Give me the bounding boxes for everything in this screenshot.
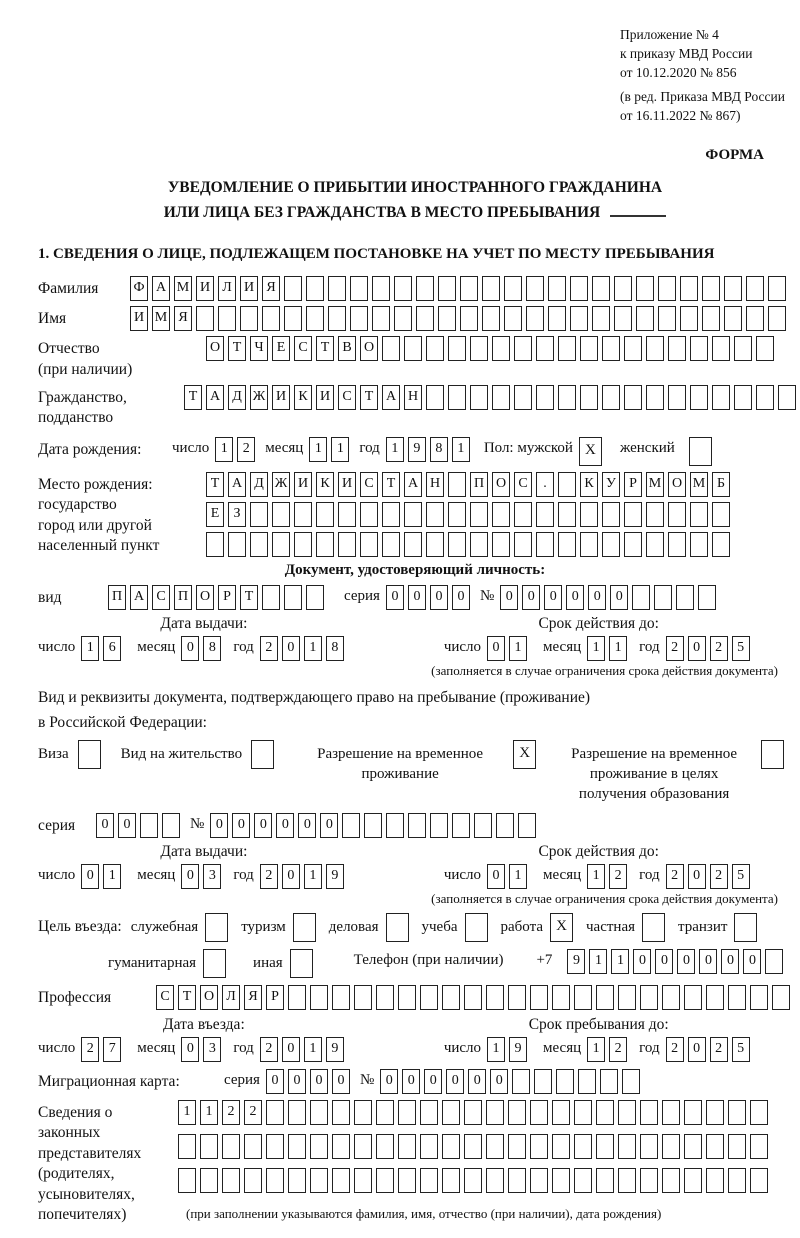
year-label: год xyxy=(359,439,380,456)
surname-row xyxy=(38,276,792,301)
purpose-option: частная xyxy=(586,913,669,942)
option-residence-permit xyxy=(121,740,278,769)
doc-type-cells: П А С П О Р Т xyxy=(108,585,328,610)
purpose-checkbox xyxy=(386,913,413,942)
firstname-row xyxy=(38,306,792,331)
identity-doc-dates xyxy=(38,615,792,661)
residence-doc-series-row xyxy=(38,813,792,838)
month-label: месяц xyxy=(265,439,304,456)
sex-male-checkbox: X xyxy=(579,437,606,466)
form-title xyxy=(38,176,792,226)
day-label: число xyxy=(38,866,76,883)
purpose-option: туризм xyxy=(241,913,320,942)
annex-reference xyxy=(620,26,800,125)
annex-line: к приказу МВД России xyxy=(620,45,753,61)
firstname-cells: И М Я xyxy=(130,306,790,331)
migration-number-cells: 0 0 0 0 0 0 xyxy=(380,1069,644,1094)
year-label: год xyxy=(639,1039,660,1056)
surname-cells: Ф А М И Л И Я xyxy=(130,276,790,301)
legal-reps-note: (при заполнении указываются фамилия, имя, отчество (при наличии), дата рождения) xyxy=(186,1205,662,1221)
day-label: число xyxy=(38,1039,76,1056)
valid-day-cells: 0 1 xyxy=(487,636,531,661)
year-label: год xyxy=(639,638,660,655)
series-label: серия xyxy=(224,1071,260,1088)
entry-year-cells: 2 0 1 9 xyxy=(260,1037,348,1062)
day-label: число xyxy=(172,439,210,456)
residence-permit-checkbox xyxy=(251,740,278,769)
phone-cells: 9 1 1 0 0 0 0 0 0 xyxy=(567,949,787,974)
birth-place-row2: Е З xyxy=(206,502,734,527)
doc-number-cells: 0 0 0 0 0 0 xyxy=(500,585,720,610)
migration-series-cells: 0 0 0 0 xyxy=(266,1069,354,1094)
day-label: число xyxy=(443,866,482,883)
patronymic-cells: О Т Ч Е С Т В О xyxy=(206,336,778,361)
series-label: серия xyxy=(38,816,76,834)
patronymic-label: Отчество (при наличии) xyxy=(38,340,133,378)
valid-year-cells: 2 0 2 5 xyxy=(666,864,754,889)
migration-card-row xyxy=(38,1069,792,1094)
purpose-checkbox xyxy=(465,913,492,942)
month-label: месяц xyxy=(543,1039,582,1056)
number-label: № xyxy=(479,587,495,604)
residence-valid-group xyxy=(444,843,754,889)
issue-date-heading: Дата выдачи: xyxy=(160,842,248,860)
month-label: месяц xyxy=(137,638,176,655)
issue-month-cells: 0 3 xyxy=(181,864,225,889)
series-label: серия xyxy=(344,587,380,604)
temporary-residence-checkbox: X xyxy=(513,740,540,769)
purpose-label: Цель въезда: xyxy=(38,917,122,935)
stay-until-group xyxy=(444,1016,754,1062)
year-label: год xyxy=(233,1039,254,1056)
month-label: месяц xyxy=(137,866,176,883)
purpose-row1 xyxy=(38,913,792,942)
identity-issue-group xyxy=(38,614,348,661)
purpose-option: иная xyxy=(253,949,317,978)
option-label: Разрешение на временное проживание в целях получения образования xyxy=(571,745,738,803)
birth-date-label: Дата рождения: xyxy=(38,440,142,458)
legal-reps-row3 xyxy=(178,1168,772,1193)
number-label: № xyxy=(190,815,205,832)
doc-series-cells: 0 0 0 0 xyxy=(386,585,474,610)
issue-day-cells: 0 1 xyxy=(81,864,125,889)
issue-year-cells: 2 0 1 8 xyxy=(260,636,348,661)
month-label: месяц xyxy=(543,866,582,883)
sex-male-label: Пол: мужской xyxy=(483,439,573,456)
profession-label: Профессия xyxy=(38,988,112,1006)
month-label: месяц xyxy=(137,1039,176,1056)
birth-place-cells xyxy=(206,472,734,557)
option-label: Вид на жительство xyxy=(120,745,243,762)
purpose-checkbox xyxy=(205,913,232,942)
birth-place-label: Место рождения: государство город или другой населенный пункт xyxy=(38,475,160,555)
validity-note: (заполняется в случае ограничения срока действия документа) xyxy=(431,662,778,678)
entry-date-group xyxy=(38,1015,348,1062)
valid-year-cells: 2 0 2 5 xyxy=(666,636,754,661)
purpose-checkbox xyxy=(290,949,317,978)
year-label: год xyxy=(639,866,660,883)
month-label: месяц xyxy=(543,638,582,655)
birth-place-row3 xyxy=(206,532,734,557)
entry-day-cells: 2 7 xyxy=(81,1037,125,1062)
purpose-checkbox xyxy=(642,913,669,942)
entry-date-heading: Дата въезда: xyxy=(163,1015,245,1033)
day-label: число xyxy=(443,1039,482,1056)
option-label: Разрешение на временное проживание xyxy=(317,745,484,783)
stay-day-cells: 1 9 xyxy=(487,1037,531,1062)
option-visa xyxy=(38,740,105,769)
birth-date-row xyxy=(38,437,792,466)
stay-year-cells: 2 0 2 5 xyxy=(666,1037,754,1062)
purpose-option-work: работа X xyxy=(501,913,578,942)
identity-doc-row xyxy=(38,585,792,610)
sex-female-checkbox xyxy=(689,437,716,466)
year-label: год xyxy=(233,866,254,883)
identity-valid-group xyxy=(444,615,754,661)
phone-prefix: +7 xyxy=(536,951,553,968)
purpose-row2 xyxy=(108,949,792,978)
validity-note: (заполняется в случае ограничения срока действия документа) xyxy=(431,890,778,906)
residence-series-cells: 0 0 xyxy=(96,813,184,838)
annex-edit-line: от 16.11.2022 № 867) xyxy=(620,107,741,123)
patronymic-row xyxy=(38,336,792,380)
valid-date-heading: Срок действия до: xyxy=(538,614,659,632)
valid-date-heading: Срок действия до: xyxy=(538,842,659,860)
phone-label: Телефон (при наличии) xyxy=(353,951,504,968)
legal-reps-row1: 1 1 2 2 xyxy=(178,1100,772,1125)
option-label: Виза xyxy=(38,745,69,762)
doc-type-label: вид xyxy=(38,588,62,606)
option-temporary-residence-education xyxy=(556,740,788,805)
year-label: год xyxy=(233,638,254,655)
residence-doc-options xyxy=(38,740,792,805)
identity-doc-heading: Документ, удостоверяющий личность: xyxy=(284,561,546,578)
firstname-label: Имя xyxy=(38,310,67,328)
purpose-option: служебная xyxy=(131,913,233,942)
legal-reps-label: Сведения о законных представителях (родителях, усыновителях, попечителях) xyxy=(38,1103,142,1223)
form-title-line1: УВЕДОМЛЕНИЕ О ПРИБЫТИИ ИНОСТРАННОГО ГРАЖДАНИНА xyxy=(167,179,663,197)
purpose-option: деловая xyxy=(329,913,413,942)
title-blank-underline xyxy=(610,203,666,217)
annex-edit-line: (в ред. Приказа МВД России xyxy=(620,88,785,104)
valid-month-cells: 1 1 xyxy=(587,636,631,661)
issue-month-cells: 0 8 xyxy=(181,636,225,661)
issue-year-cells: 2 0 1 9 xyxy=(260,864,348,889)
profession-cells: С Т О Л Я Р xyxy=(156,985,794,1010)
section1-heading: 1. СВЕДЕНИЯ О ЛИЦЕ, ПОДЛЕЖАЩЕМ ПОСТАНОВКЕ НА УЧЕТ ПО МЕСТУ ПРЕБЫВАНИЯ xyxy=(38,246,715,263)
purpose-option: транзит xyxy=(678,913,761,942)
form-title-line2: ИЛИ ЛИЦА БЕЗ ГРАЖДАНСТВА В МЕСТО ПРЕБЫВАНИЯ xyxy=(38,201,792,226)
day-label: число xyxy=(38,638,76,655)
residence-number-cells: 0 0 0 0 0 0 xyxy=(210,813,540,838)
annex-line: Приложение № 4 xyxy=(620,27,719,42)
legal-reps-row2 xyxy=(178,1134,772,1159)
birth-day-cells: 1 2 xyxy=(215,437,259,462)
purpose-checkbox xyxy=(734,913,761,942)
residence-doc-dates xyxy=(38,843,792,889)
issue-day-cells: 1 6 xyxy=(81,636,125,661)
residence-issue-group xyxy=(38,842,348,889)
purpose-option: гуманитарная xyxy=(108,949,230,978)
legal-reps-cells xyxy=(178,1100,772,1222)
stay-month-cells: 1 2 xyxy=(587,1037,631,1062)
visa-checkbox xyxy=(78,740,105,769)
residence-doc-text: Вид и реквизиты документа, подтверждающего право на пребывание (проживание) в Российской Федерации: xyxy=(38,688,591,732)
purpose-option: учеба xyxy=(422,913,492,942)
entry-month-cells: 0 3 xyxy=(181,1037,225,1062)
birth-year-cells: 1 9 8 1 xyxy=(386,437,474,462)
citizenship-label: Гражданство, подданство xyxy=(38,388,127,427)
purpose-checkbox xyxy=(293,913,320,942)
purpose-checkbox xyxy=(203,949,230,978)
option-temporary-residence xyxy=(296,740,540,785)
annex-line: от 10.12.2020 № 856 xyxy=(620,64,737,80)
day-label: число xyxy=(443,638,482,655)
citizenship-cells: Т А Д Ж И К И С Т А Н xyxy=(184,385,800,410)
profession-row xyxy=(38,985,792,1010)
birth-place-row1: Т А Д Ж И К И С Т А Н П О С . К У Р М О М Б xyxy=(206,472,734,497)
purpose-checkbox: X xyxy=(550,913,577,942)
migration-card-label: Миграционная карта: xyxy=(38,1072,180,1090)
sex-female-label: женский xyxy=(619,439,675,456)
number-label: № xyxy=(359,1071,375,1088)
citizenship-row xyxy=(38,385,792,429)
temporary-residence-education-checkbox xyxy=(761,740,788,769)
birth-place-block xyxy=(38,472,792,557)
surname-label: Фамилия xyxy=(38,280,99,298)
form-label: ФОРМА xyxy=(705,147,764,164)
valid-month-cells: 1 2 xyxy=(587,864,631,889)
issue-date-heading: Дата выдачи: xyxy=(160,614,248,632)
valid-day-cells: 0 1 xyxy=(487,864,531,889)
birth-month-cells: 1 1 xyxy=(309,437,353,462)
stay-until-heading: Срок пребывания до: xyxy=(528,1015,669,1033)
entry-dates xyxy=(38,1016,792,1062)
